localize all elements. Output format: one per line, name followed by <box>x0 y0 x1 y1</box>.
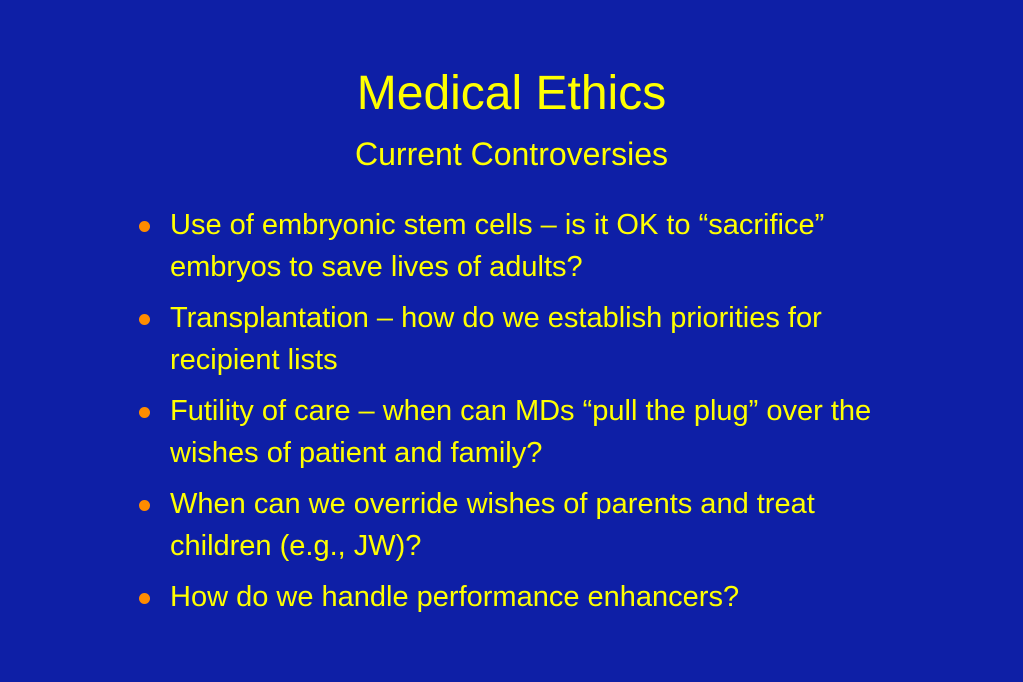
bullet-dot-icon <box>139 500 150 511</box>
bullet-dot-icon <box>139 407 150 418</box>
bullet-text: Use of embryonic stem cells – is it OK to “sacrifice” embryos to save lives of adults? <box>170 209 825 283</box>
bullet-list <box>134 204 914 627</box>
bullet-text: Transplantation – how do we establish priorities for recipient lists <box>170 302 822 376</box>
bullet-dot-icon <box>139 221 150 232</box>
bullet-text: How do we handle performance enhancers? <box>170 581 740 613</box>
bullet-item <box>134 483 914 567</box>
slide-subtitle: Current Controversies <box>355 136 668 172</box>
bullet-text: When can we override wishes of parents and treat children (e.g., JW)? <box>170 488 815 562</box>
bullet-dot-icon <box>139 314 150 325</box>
bullet-text: Futility of care – when can MDs “pull the plug” over the wishes of patient and family? <box>170 395 872 469</box>
bullet-item <box>134 204 914 288</box>
slide-title: Medical Ethics <box>356 67 667 120</box>
bullet-item <box>134 576 914 618</box>
bullet-dot-icon <box>139 593 150 604</box>
bullet-item <box>134 390 914 474</box>
bullet-item <box>134 297 914 381</box>
